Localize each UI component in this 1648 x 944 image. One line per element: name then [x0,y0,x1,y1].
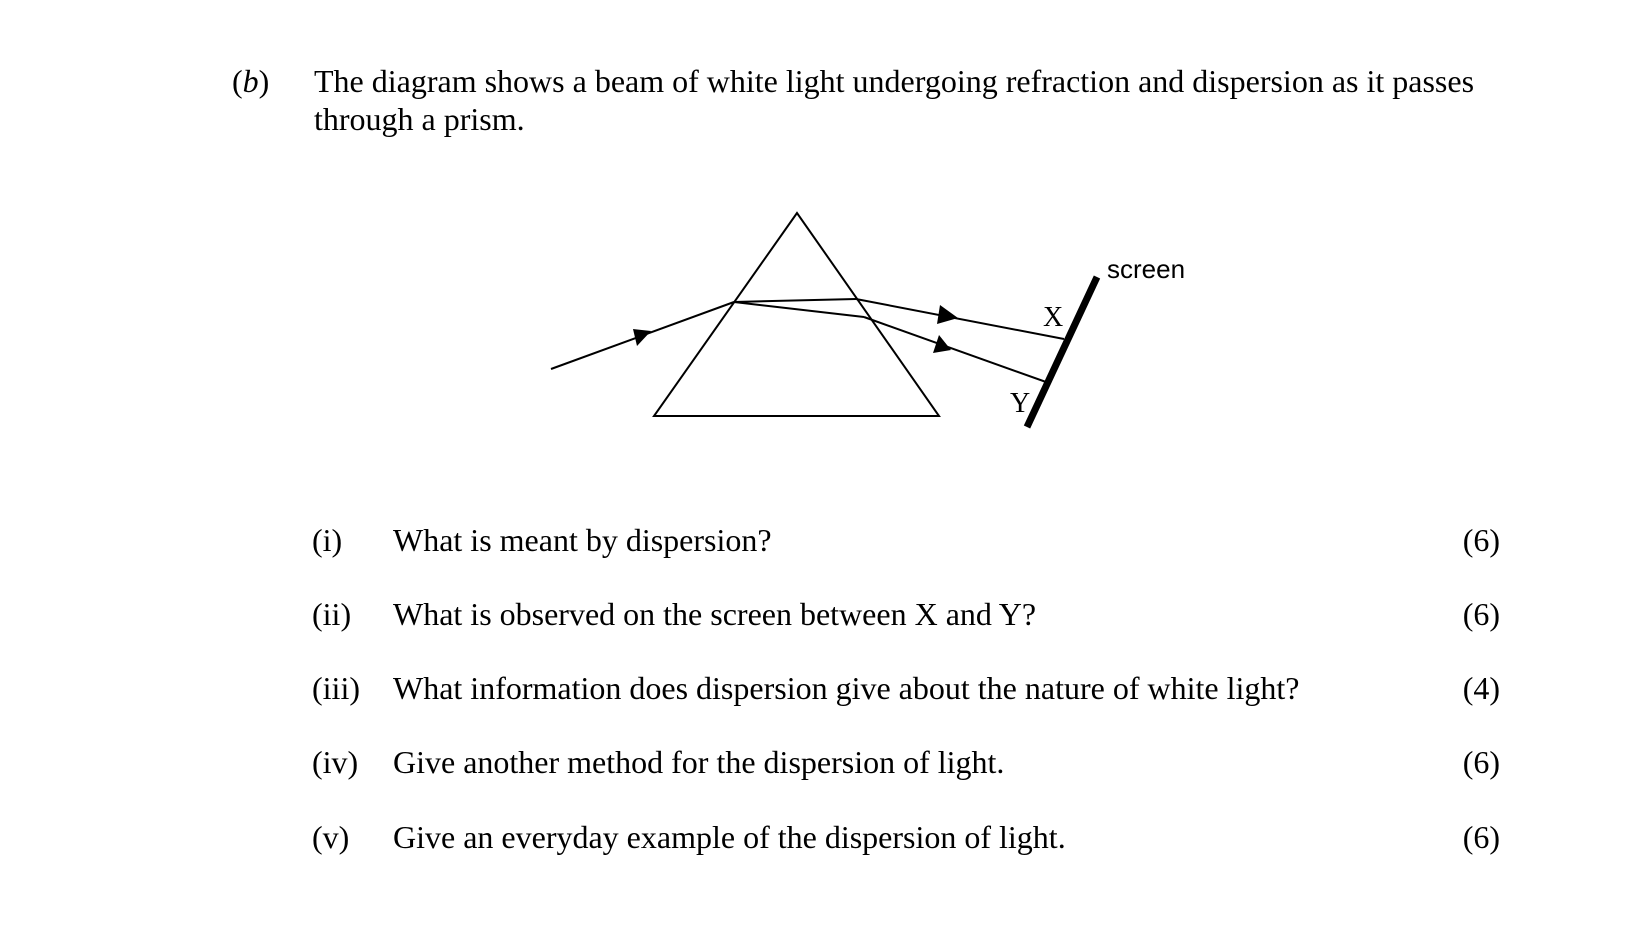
question-number: (i) [312,522,343,558]
screen-label: screen [1107,254,1186,284]
question-text: What is meant by dispersion? [393,522,772,558]
question-marks: (6) [1462,744,1500,780]
question-marks: (6) [1462,596,1500,632]
question-marks: (4) [1462,670,1500,706]
question-number: (iv) [312,744,359,780]
question-iii [0,668,1648,708]
question-text: What is observed on the screen between X and Y? [393,596,1037,632]
question-i [0,520,1648,560]
label-open-paren: ( [232,63,243,99]
point-y-label: Y [1010,388,1031,419]
question-intro: The diagram shows a beam of white light undergoing refraction and dispersion as it passes through a prism. [314,63,1475,137]
question-iv [0,742,1648,782]
question-number: (iii) [312,670,360,706]
question-v [0,817,1648,857]
question-text: What information does dispersion give about the nature of white light? [393,670,1300,706]
question-number: (ii) [312,596,352,632]
emergent-ray-lower-arrow [933,335,951,353]
question-text: Give another method for the dispersion of light. [393,744,1005,780]
label-letter: b [242,63,259,99]
emergent-ray-upper-arrow [937,305,958,324]
incident-ray-arrow [633,329,651,346]
question-number: (v) [312,819,350,855]
prism-triangle [654,213,939,416]
question-text: Give an everyday example of the dispersion of light. [393,819,1066,855]
label-close-paren: ) [258,63,270,99]
question-ii [0,594,1648,634]
point-x-label: X [1043,302,1064,333]
emergent-ray-upper [856,299,1064,339]
internal-ray-upper [734,299,856,302]
question-marks: (6) [1462,819,1500,855]
question-marks: (6) [1462,522,1500,558]
internal-ray-lower [734,302,864,317]
screen-bar [1027,277,1097,427]
